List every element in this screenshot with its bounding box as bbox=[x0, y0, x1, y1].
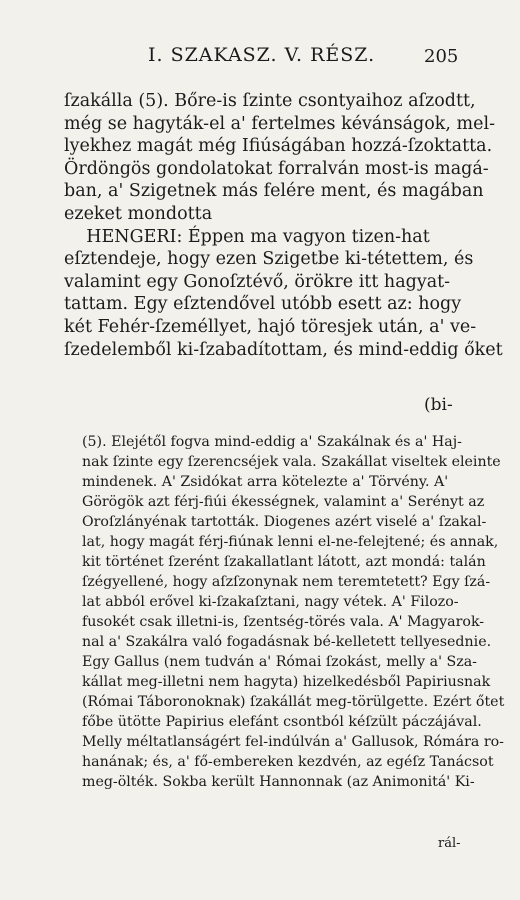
text-line: HENGERI: Éppen ma vagyon tizen-hat bbox=[64, 226, 430, 247]
main-text bbox=[64, 90, 503, 361]
footnote-line: (Római Táboronoknak) ſzakállát meg-törülgette. Ezért őtet bbox=[82, 694, 505, 710]
footnote-line: kit történet ſzerént ſzakallatlant látott, azt mondá: talán bbox=[82, 554, 486, 570]
footnote-line: főbe ütötte Papirius elefánt csontból kéſzült páczájával. bbox=[82, 714, 482, 730]
footnote-line: nal a' Szakálra való fogadásnak bé-kelletett tellyesedniе. bbox=[82, 634, 492, 650]
footnote-catchword: rál- bbox=[438, 836, 461, 851]
header-title: I. SZAKASZ. V. RÉSZ. bbox=[148, 44, 376, 66]
page-number: 205 bbox=[424, 46, 459, 67]
footnote-line: kállat meg-illetni nem hagyta) hizelkedésből Papiriusnak bbox=[82, 674, 491, 690]
text-line: ban, a' Szigetnek más felére ment, és magában bbox=[64, 181, 484, 202]
footnote-line: meg-ölték. Sokba került Hannonnak (az Animonitá' Ki- bbox=[82, 774, 475, 790]
footnote-line: (5). Elejétől fogva mind-eddig a' Szakálnak és a' Haj- bbox=[82, 434, 462, 450]
running-header bbox=[0, 44, 520, 72]
footnote-line: Egy Gallus (nem tudván a' Római ſzokást, melly a' Sza- bbox=[82, 654, 477, 670]
footnote-line: Melly méltatlanságért fel-indúlván a' Gallusok, Rómára ro- bbox=[82, 734, 504, 750]
footnote-line: mindenek. A' Zsidókat arra kötelezte a' Törvény. A' bbox=[82, 474, 449, 490]
footnote-line: ſzégyellené, hogy aſzſzonynak nem teremtetett? Egy ſzá- bbox=[82, 574, 491, 590]
footnote-line: nak ſzinte egy ſzerencséjek vala. Szakállat viseltek eleinte bbox=[82, 454, 501, 470]
footnote bbox=[82, 432, 505, 792]
text-line: ſzakálla (5). Bőre-is ſzinte csontyaihoz aſzodtt, bbox=[64, 91, 476, 111]
text-line: még se hagyták-el a' fertelmes kévánságok, mel- bbox=[64, 113, 495, 134]
text-line: lyekhez magát még Ifiúságában hozzá-ſzoktatta. bbox=[64, 136, 493, 157]
footnote-line: hanának; és, a' fő-embereken kezdvén, az egéſz Tanácsot bbox=[82, 754, 494, 770]
text-line: tattam. Egy eſztendővel utóbb esett az: hogy bbox=[64, 294, 462, 315]
footnote-line: lat abból erővel ki-ſzakaſztani, nagy vétek. A' Filozo- bbox=[82, 594, 459, 610]
text-line: Ördöngös gondolatokat forralván most-is magá- bbox=[64, 158, 489, 179]
footnote-line: fusokét csak illetni-is, ſzentség-törés vala. A' Magyarok- bbox=[82, 614, 485, 630]
catchword: (bi- bbox=[424, 395, 453, 415]
text-line: ezeket mondotta bbox=[64, 203, 213, 224]
text-line: valamint egy Gonoſztévő, örökre itt hagyat- bbox=[64, 271, 451, 292]
footnote-line: Görögök azt férj-fiúi ékességnek, valamint a' Serényt az bbox=[82, 494, 485, 510]
text-line: két Fehér-ſzeméllyet, hajó töresjek után, a' ve- bbox=[64, 316, 477, 337]
text-line: ſzedelemből ki-ſzabadítottam, és mind-eddig őket bbox=[64, 339, 503, 360]
footnote-line: Oroſzlányénak tartották. Diogenes azért viselé a' ſzakal- bbox=[82, 514, 487, 530]
footnote-line: lat, hogy magát férj-fiúnak lenni el-ne-felejtené; és annak, bbox=[82, 534, 499, 550]
text-line: eſztendeje, hogy ezen Szigetbe ki-tétettem, és bbox=[64, 249, 474, 270]
